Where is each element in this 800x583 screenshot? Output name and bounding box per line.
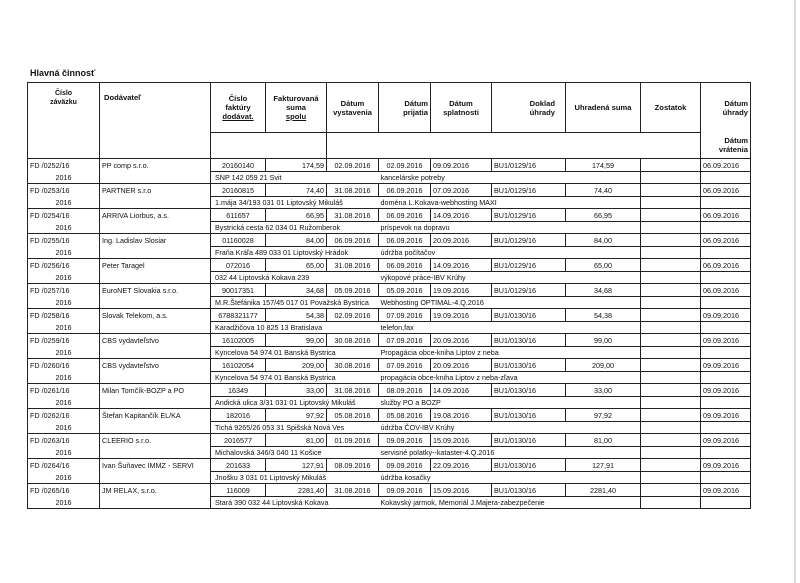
supplier-name: CLEERIO s.r.o. [100,434,211,447]
balance [641,484,701,497]
header-spacer-1 [211,133,327,159]
table-row [28,384,751,397]
return-date [701,422,751,434]
received-date: 02.09.2016 [379,159,431,172]
table-row-detail [28,222,751,234]
supplier-spacer [100,197,211,209]
payment-date: 09.09.2016 [701,484,751,497]
supplier-address: SNP 142 059 21 Svit [211,172,379,184]
return-date [701,447,751,459]
payment-date: 09.09.2016 [701,434,751,447]
liability-id: FD /0265/16 [28,484,100,497]
header-datum-prijatia: Dátum prijatia [379,83,431,133]
table-row [28,409,751,422]
supplier-address: Andická ulica 3/31 031 01 Liptovský Mikuláš [211,397,379,409]
received-date: 05.08.2016 [379,409,431,422]
supplier-spacer [100,422,211,434]
balance [641,309,701,322]
balance [641,234,701,247]
payment-document: BU1/0129/16 [492,159,566,172]
table-body [28,159,751,509]
table-row-detail [28,447,751,459]
invoice-number: 01160028 [211,234,266,247]
supplier-spacer [100,247,211,259]
liability-id: FD /0258/16 [28,309,100,322]
supplier-name: PARTNER s.r.o [100,184,211,197]
due-date: 07.09.2016 [431,184,492,197]
header-datum-uhrady: Dátum úhrady [701,83,751,133]
table-row [28,359,751,372]
supplier-name: Štefan Kapitančík EL/KA [100,409,211,422]
received-date: 06.09.2016 [379,259,431,272]
invoiced-amount: 2281,40 [266,484,327,497]
received-date: 06.09.2016 [379,184,431,197]
description [379,472,641,484]
balance [641,159,701,172]
payment-date: 09.09.2016 [701,359,751,372]
description [379,497,641,509]
description [379,322,641,334]
issue-date: 06.09.2016 [327,234,379,247]
description-text: údržba kosačky [380,473,431,482]
paid-amount: 84,00 [566,234,641,247]
table-row [28,459,751,472]
liability-year: 2016 [28,422,100,434]
scan-edge [794,0,796,583]
description [379,247,641,259]
description [379,422,641,434]
invoiced-amount: 74,40 [266,184,327,197]
due-date: 14.09.2016 [431,259,492,272]
balance [641,409,701,422]
supplier-address: Bystrická cesta 62 034 01 Ružomberok [211,222,379,234]
due-date: 09.09.2016 [431,159,492,172]
liability-year: 2016 [28,472,100,484]
supplier-name: Milan Tomčík-BOZP a PO [100,384,211,397]
invoiced-amount: 174,59 [266,159,327,172]
detail-spacer [641,272,701,284]
liability-year: 2016 [28,322,100,334]
invoice-number: 072016 [211,259,266,272]
invoiced-amount: 33,00 [266,384,327,397]
supplier-spacer [100,497,211,509]
invoiced-amount: 127,91 [266,459,327,472]
liability-year: 2016 [28,297,100,309]
due-date: 15.09.2016 [431,434,492,447]
description-text: Propagácia obce-kniha Liptov z neba [380,348,499,357]
table-row [28,159,751,172]
paid-amount: 54,38 [566,309,641,322]
liabilities-table [27,82,751,509]
invoice-number: 16102005 [211,334,266,347]
payment-document: BU1/0130/16 [492,359,566,372]
supplier-address: 1.mája 34/193 031 01 Liptovský Mikuláš [211,197,379,209]
table-row [28,184,751,197]
description-text: kancelárske potreby [380,173,445,182]
liability-id: FD /0260/16 [28,359,100,372]
supplier-name: PP comp s.r.o. [100,159,211,172]
invoiced-amount: 34,68 [266,284,327,297]
table-row-detail [28,497,751,509]
issue-date: 31.08.2016 [327,209,379,222]
detail-spacer [641,197,701,209]
invoice-number: 16349 [211,384,266,397]
due-date: 20.09.2016 [431,334,492,347]
table-row [28,209,751,222]
payment-date: 06.09.2016 [701,234,751,247]
due-date: 14.09.2016 [431,384,492,397]
payment-document: BU1/0129/16 [492,209,566,222]
supplier-spacer [100,272,211,284]
supplier-address: Tichá 9265/26 053 31 Spišská Nová Ves [211,422,379,434]
header-dodavatel: Dodávateľ [100,83,211,159]
table-row [28,284,751,297]
table-row-detail [28,247,751,259]
liability-year: 2016 [28,447,100,459]
supplier-address: Stará 390 032 44 Liptovská Kokava [211,497,379,509]
return-date [701,197,751,209]
received-date: 07.09.2016 [379,334,431,347]
invoiced-amount: 81,00 [266,434,327,447]
liability-id: FD /0262/16 [28,409,100,422]
supplier-spacer [100,172,211,184]
liability-year: 2016 [28,172,100,184]
balance [641,209,701,222]
payment-document: BU1/0129/16 [492,259,566,272]
payment-document: BU1/0130/16 [492,484,566,497]
payment-document: BU1/0129/16 [492,284,566,297]
description-text: Webhosting OPTIMAL-4.Q.2016 [380,298,484,307]
supplier-spacer [100,297,211,309]
due-date: 22.09.2016 [431,459,492,472]
invoice-number: 20160140 [211,159,266,172]
supplier-address: Fraňa Kráľa 489 033 01 Liptovský Hrádok [211,247,379,259]
header-zostatok: Zostatok [641,83,701,133]
supplier-spacer [100,347,211,359]
payment-date: 06.09.2016 [701,259,751,272]
issue-date: 30.08.2016 [327,334,379,347]
invoice-number: 6788321177 [211,309,266,322]
supplier-name: EuroNET Slovakia s.r.o. [100,284,211,297]
payment-date: 06.09.2016 [701,184,751,197]
supplier-name: ARRIVA Liorbus, a.s. [100,209,211,222]
issue-date: 08.09.2016 [327,459,379,472]
supplier-name: Slovak Telekom, a.s. [100,309,211,322]
due-date: 15.09.2016 [431,484,492,497]
due-date: 19.09.2016 [431,284,492,297]
liability-id: FD /0261/16 [28,384,100,397]
description [379,272,641,284]
supplier-address: Jnošku 3 031 01 Liptovský Mikuláš [211,472,379,484]
detail-spacer [641,297,701,309]
table-row-detail [28,272,751,284]
invoiced-amount: 99,00 [266,334,327,347]
liability-id: FD /0252/16 [28,159,100,172]
return-date [701,222,751,234]
liability-year: 2016 [28,497,100,509]
invoiced-amount: 54,38 [266,309,327,322]
received-date: 07.09.2016 [379,359,431,372]
section-title: Hlavná činnosť [30,68,96,78]
table-row-detail [28,422,751,434]
header-datum-vratenia: Dátum vrátenia [701,133,751,159]
return-date [701,347,751,359]
table-row-detail [28,372,751,384]
supplier-address: Kyncelova 54 974 01 Banská Bystrica [211,372,379,384]
invoice-number: 16102054 [211,359,266,372]
payment-document: BU1/0130/16 [492,459,566,472]
return-date [701,372,751,384]
table-row-detail [28,172,751,184]
supplier-address: 032 44 Liptovská Kokava 239 [211,272,379,284]
table-row-detail [28,322,751,334]
description-text: doména L.Kokava-webhosting MAXI [380,198,497,207]
header-datum-vystavenia: Dátum vystavenia [327,83,379,133]
received-date: 08.09.2016 [379,384,431,397]
table-row [28,309,751,322]
detail-spacer [641,472,701,484]
received-date: 06.09.2016 [379,209,431,222]
liability-id: FD /0253/16 [28,184,100,197]
supplier-address: Kyncelova 54 974 01 Banská Bystrica [211,347,379,359]
invoice-number: 90017351 [211,284,266,297]
due-date: 20.09.2016 [431,359,492,372]
issue-date: 31.08.2016 [327,259,379,272]
liability-year: 2016 [28,372,100,384]
received-date: 09.09.2016 [379,484,431,497]
supplier-name: JM RELAX, s.r.o. [100,484,211,497]
liability-id: FD /0264/16 [28,459,100,472]
balance [641,184,701,197]
invoiced-amount: 97,92 [266,409,327,422]
description [379,297,641,309]
issue-date: 05.08.2016 [327,409,379,422]
supplier-address: Michalovská 346/3 040 11 Košice [211,447,379,459]
description-text: údržba počítačov [380,248,436,257]
table-row [28,434,751,447]
liability-id: FD /0257/16 [28,284,100,297]
payment-date: 06.09.2016 [701,159,751,172]
return-date [701,272,751,284]
description [379,372,641,384]
table-row-detail [28,397,751,409]
detail-spacer [641,372,701,384]
header-cislo-faktury: Číslo faktúry dodávat. [211,83,266,133]
liability-year: 2016 [28,247,100,259]
received-date: 09.09.2016 [379,459,431,472]
issue-date: 30.08.2016 [327,359,379,372]
paid-amount: 33,00 [566,384,641,397]
table-row-detail [28,197,751,209]
balance [641,459,701,472]
description [379,447,641,459]
detail-spacer [641,447,701,459]
invoiced-amount: 65,00 [266,259,327,272]
detail-spacer [641,497,701,509]
liability-id: FD /0255/16 [28,234,100,247]
return-date [701,322,751,334]
supplier-name: CBS vydavteľstvo [100,359,211,372]
invoice-number: 182016 [211,409,266,422]
invoice-number: 20160815 [211,184,266,197]
description-text: výkopové práce-IBV Krúhy [380,273,466,282]
liability-year: 2016 [28,397,100,409]
paid-amount: 65,00 [566,259,641,272]
description-text: propagácia obce-kniha Liptov z neba-zľava [380,373,518,382]
detail-spacer [641,397,701,409]
description-text: služby PO a BOZP [380,398,441,407]
supplier-address: Karadžičova 10 825 13 Bratislava [211,322,379,334]
payment-date: 09.09.2016 [701,459,751,472]
header-doklad-uhrady: Doklad úhrady [492,83,566,133]
paid-amount: 66,95 [566,209,641,222]
description [379,397,641,409]
received-date: 05.09.2016 [379,284,431,297]
table-row-detail [28,297,751,309]
header-datum-splatnosti: Dátum splatnosti [431,83,492,133]
payment-date: 09.09.2016 [701,409,751,422]
supplier-name: CBS vydavteľstvo [100,334,211,347]
paid-amount: 2281,40 [566,484,641,497]
description [379,347,641,359]
payment-document: BU1/0130/16 [492,334,566,347]
payment-document: BU1/0130/16 [492,434,566,447]
payment-date: 06.09.2016 [701,209,751,222]
detail-spacer [641,422,701,434]
payment-document: BU1/0130/16 [492,309,566,322]
invoice-number: 611657 [211,209,266,222]
description-text: servisné polatky--kataster-4.Q.2016 [380,448,495,457]
return-date [701,247,751,259]
paid-amount: 127,91 [566,459,641,472]
paid-amount: 34,68 [566,284,641,297]
issue-date: 02.09.2016 [327,159,379,172]
payment-document: BU1/0129/16 [492,234,566,247]
payment-document: BU1/0129/16 [492,184,566,197]
description-text: telefon,fax [380,323,414,332]
balance [641,284,701,297]
invoice-number: 116009 [211,484,266,497]
payment-date: 09.09.2016 [701,334,751,347]
liability-id: FD /0254/16 [28,209,100,222]
balance [641,434,701,447]
due-date: 19.08.2016 [431,409,492,422]
payment-document: BU1/0130/16 [492,384,566,397]
header-spacer-2 [327,133,701,159]
received-date: 09.09.2016 [379,434,431,447]
supplier-name: Peter Taragel [100,259,211,272]
received-date: 07.09.2016 [379,309,431,322]
supplier-name: Ing. Ladislav Slosiar [100,234,211,247]
paid-amount: 81,00 [566,434,641,447]
issue-date: 05.09.2016 [327,284,379,297]
payment-date: 09.09.2016 [701,384,751,397]
due-date: 19.09.2016 [431,309,492,322]
detail-spacer [641,247,701,259]
description [379,172,641,184]
return-date [701,497,751,509]
paid-amount: 174,59 [566,159,641,172]
return-date [701,172,751,184]
paid-amount: 97,92 [566,409,641,422]
supplier-name: Ivan Šuňavec IMMZ - SERVI [100,459,211,472]
balance [641,384,701,397]
description-text: údržba ČOV-IBV Krúhy [380,423,455,432]
paid-amount: 209,00 [566,359,641,372]
description-text: príspevok na dopravu [380,223,450,232]
payment-date: 06.09.2016 [701,284,751,297]
description-text: Kokavský jarmok, Memoriál J.Majera-zabezpečenie [380,498,545,507]
header-uhradena-suma: Uhradená suma [566,83,641,133]
paid-amount: 99,00 [566,334,641,347]
description [379,197,641,209]
detail-spacer [641,322,701,334]
supplier-address: M.R.Štefánika 157/45 017 01 Považská Bystrica [211,297,379,309]
table-row [28,484,751,497]
description [379,222,641,234]
issue-date: 31.08.2016 [327,484,379,497]
table-row-detail [28,347,751,359]
supplier-spacer [100,447,211,459]
payment-date: 09.09.2016 [701,309,751,322]
liability-id: FD /0263/16 [28,434,100,447]
invoiced-amount: 66,95 [266,209,327,222]
invoiced-amount: 209,00 [266,359,327,372]
liability-year: 2016 [28,197,100,209]
header-fakturovana-suma: Fakturovaná suma spolu [266,83,327,133]
liability-id: FD /0259/16 [28,334,100,347]
table-row [28,259,751,272]
balance [641,359,701,372]
detail-spacer [641,222,701,234]
issue-date: 02.09.2016 [327,309,379,322]
detail-spacer [641,347,701,359]
balance [641,334,701,347]
table-row-detail [28,472,751,484]
supplier-spacer [100,397,211,409]
invoice-number: 2016577 [211,434,266,447]
return-date [701,297,751,309]
issue-date: 31.08.2016 [327,384,379,397]
received-date: 06.09.2016 [379,234,431,247]
supplier-spacer [100,322,211,334]
supplier-spacer [100,222,211,234]
liability-year: 2016 [28,347,100,359]
supplier-spacer [100,372,211,384]
balance [641,259,701,272]
due-date: 14.09.2016 [431,209,492,222]
due-date: 20.09.2016 [431,234,492,247]
return-date [701,472,751,484]
payment-document: BU1/0130/16 [492,409,566,422]
table-row [28,334,751,347]
paid-amount: 74,40 [566,184,641,197]
liability-year: 2016 [28,222,100,234]
detail-spacer [641,172,701,184]
liability-year: 2016 [28,272,100,284]
invoiced-amount: 84,00 [266,234,327,247]
return-date [701,397,751,409]
issue-date: 31.08.2016 [327,184,379,197]
issue-date: 01.09.2016 [327,434,379,447]
header-cislo-zavazku: Číslo záväzku [28,83,100,159]
liability-id: FD /0256/16 [28,259,100,272]
table-row [28,234,751,247]
invoice-number: 201633 [211,459,266,472]
supplier-spacer [100,472,211,484]
